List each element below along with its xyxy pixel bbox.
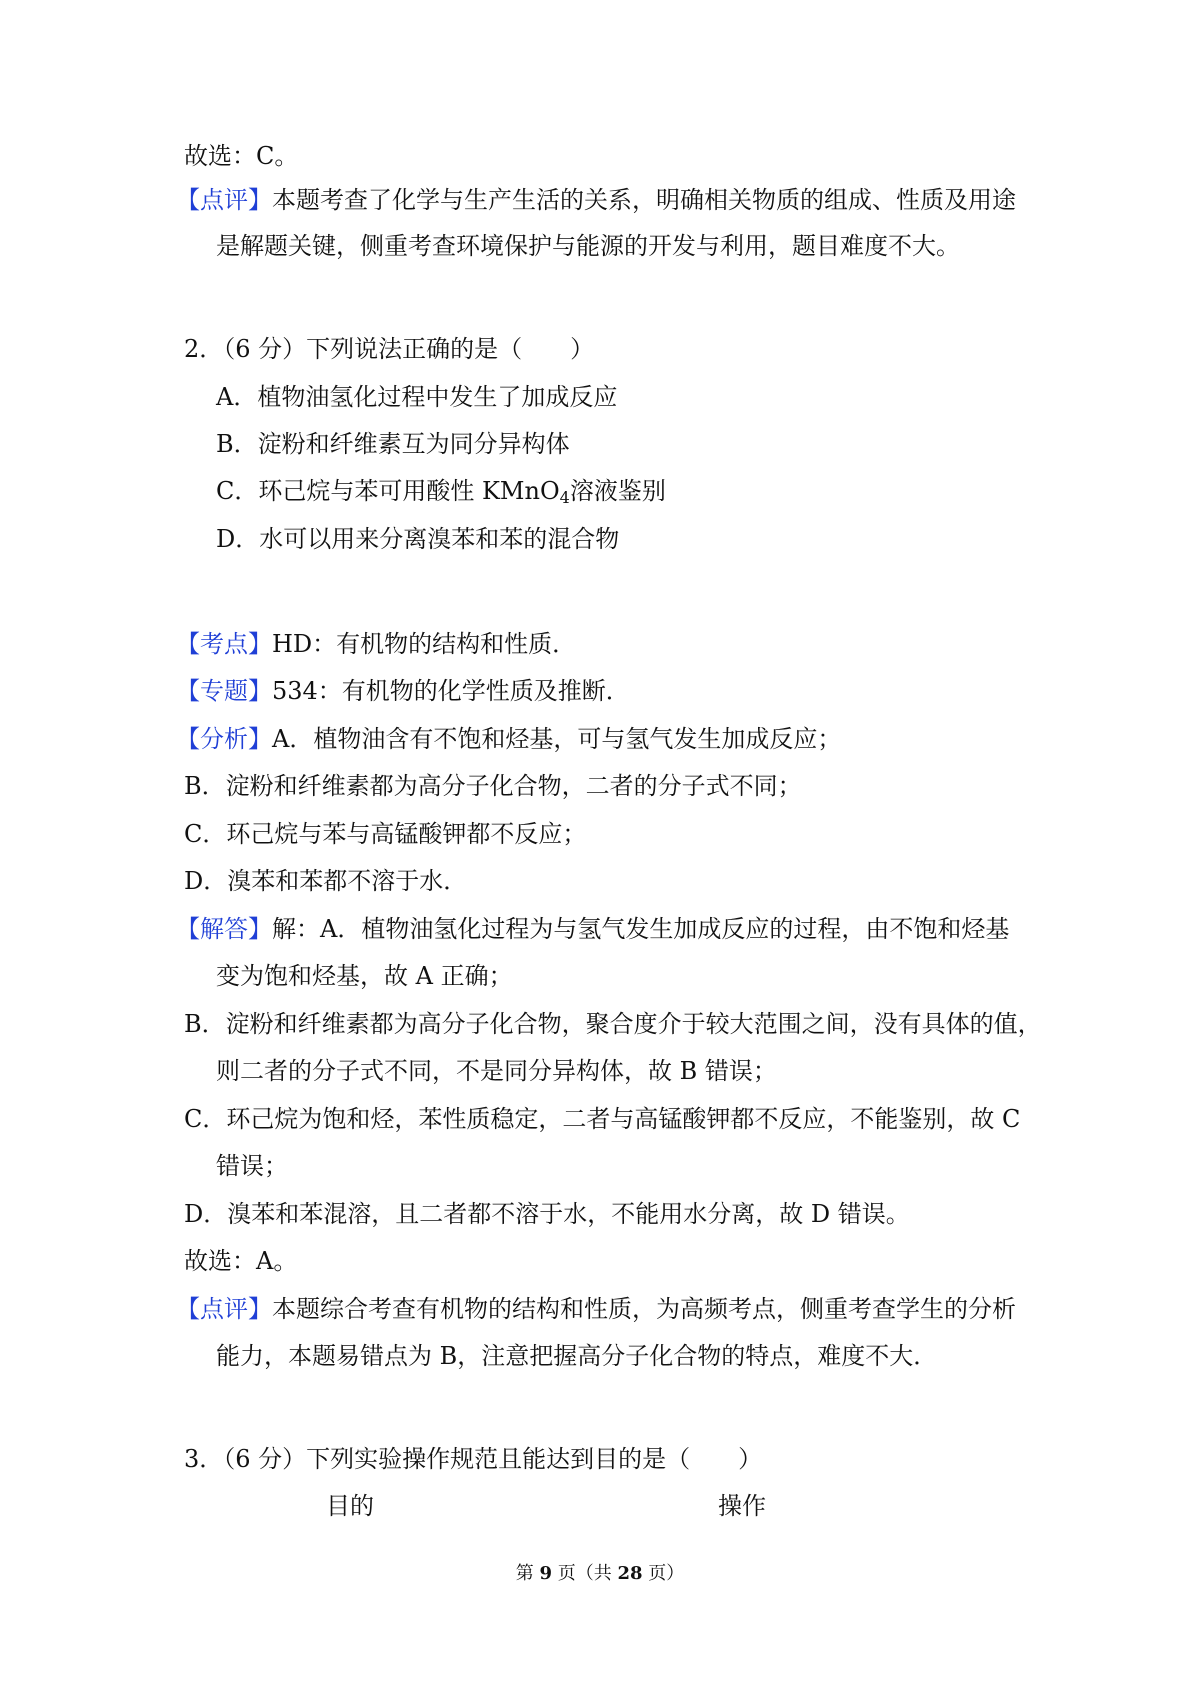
q3-col-purpose: 目的 (326, 1492, 374, 1520)
kaodian-text: HD：有机物的结构和性质． (272, 630, 577, 658)
q2-review-line-1 (176, 1293, 1016, 1325)
q2-review-line-2: 能力，本题易错点为 B，注意把握高分子化合物的特点，难度不大． (216, 1342, 938, 1370)
q3-col-operation: 操作 (718, 1492, 766, 1520)
q1-answer: 故选：C。 (184, 142, 299, 170)
q2-option-b: B．淀粉和纤维素互为同分异构体 (216, 430, 570, 458)
q2-jieda-b2: 则二者的分子式不同，不是同分异构体，故 B 错误； (216, 1057, 777, 1085)
q2-jieda-c1: C．环己烷为饱和烃，苯性质稳定，二者与高锰酸钾都不反应，不能鉴别，故 C (184, 1105, 1021, 1133)
fenxi-text: A．植物油含有不饱和烃基，可与氢气发生加成反应； (272, 725, 842, 753)
footer-mid: 页（共 (552, 1563, 618, 1584)
q1-review-line-2: 是解题关键，侧重考查环境保护与能源的开发与利用，题目难度不大。 (216, 232, 960, 260)
q2-jieda-d: D．溴苯和苯混溶，且二者都不溶于水，不能用水分离，故 D 错误。 (184, 1200, 910, 1228)
footer-post: 页） (642, 1563, 685, 1584)
option-c-text: C．环己烷与苯可用酸性 KMnO (216, 477, 560, 505)
page-number: 9 (539, 1563, 552, 1584)
total-pages: 28 (617, 1563, 643, 1584)
review-text: 本题综合考查有机物的结构和性质，为高频考点，侧重考查学生的分析 (272, 1295, 1016, 1323)
q2-fenxi (176, 723, 841, 755)
q2-jieda-c2: 错误； (216, 1152, 288, 1180)
jieda-text: 解：A．植物油氢化过程为与氢气发生加成反应的过程，由不饱和烃基 (272, 915, 1010, 943)
q2-fenxi-d: D．溴苯和苯都不溶于水． (184, 867, 468, 895)
fenxi-tag: 【分析】 (176, 725, 272, 753)
jieda-tag: 【解答】 (176, 915, 272, 943)
zhuanti-text: 534：有机物的化学性质及推断． (272, 677, 630, 705)
review-text: 本题考查了化学与生产生活的关系，明确相关物质的组成、性质及用途 (272, 186, 1016, 214)
q3-stem: 3．（6 分）下列实验操作规范且能达到目的是（ ） (184, 1445, 763, 1473)
q2-jieda-a2: 变为饱和烃基，故 A 正确； (216, 962, 513, 990)
kaodian-tag: 【考点】 (176, 630, 272, 658)
option-c-text-end: 溶液鉴别 (569, 477, 666, 505)
q2-option-d: D．水可以用来分离溴苯和苯的混合物 (216, 525, 620, 553)
q2-stem: 2．（6 分）下列说法正确的是（ ） (184, 335, 595, 363)
review-tag: 【点评】 (176, 186, 272, 214)
page-footer (0, 1562, 1200, 1586)
review-tag: 【点评】 (176, 1295, 272, 1323)
footer-pre: 第 (515, 1563, 540, 1584)
q2-fenxi-c: C．环己烷与苯与高锰酸钾都不反应； (184, 820, 587, 848)
q2-option-a: A．植物油氢化过程中发生了加成反应 (216, 383, 618, 411)
q1-review-line-1 (176, 184, 1016, 216)
q2-fenxi-b: B．淀粉和纤维素都为高分子化合物，二者的分子式不同； (184, 772, 802, 800)
q2-option-c (216, 475, 666, 507)
q2-kaodian (176, 628, 576, 660)
zhuanti-tag: 【专题】 (176, 677, 272, 705)
q2-zhuanti (176, 675, 630, 707)
q2-answer: 故选：A。 (184, 1247, 298, 1275)
q2-jieda-b1: B．淀粉和纤维素都为高分子化合物，聚合度介于较大范围之间，没有具体的值， (184, 1010, 1042, 1038)
subscript: 4 (559, 488, 570, 507)
q2-jieda (176, 913, 1009, 945)
